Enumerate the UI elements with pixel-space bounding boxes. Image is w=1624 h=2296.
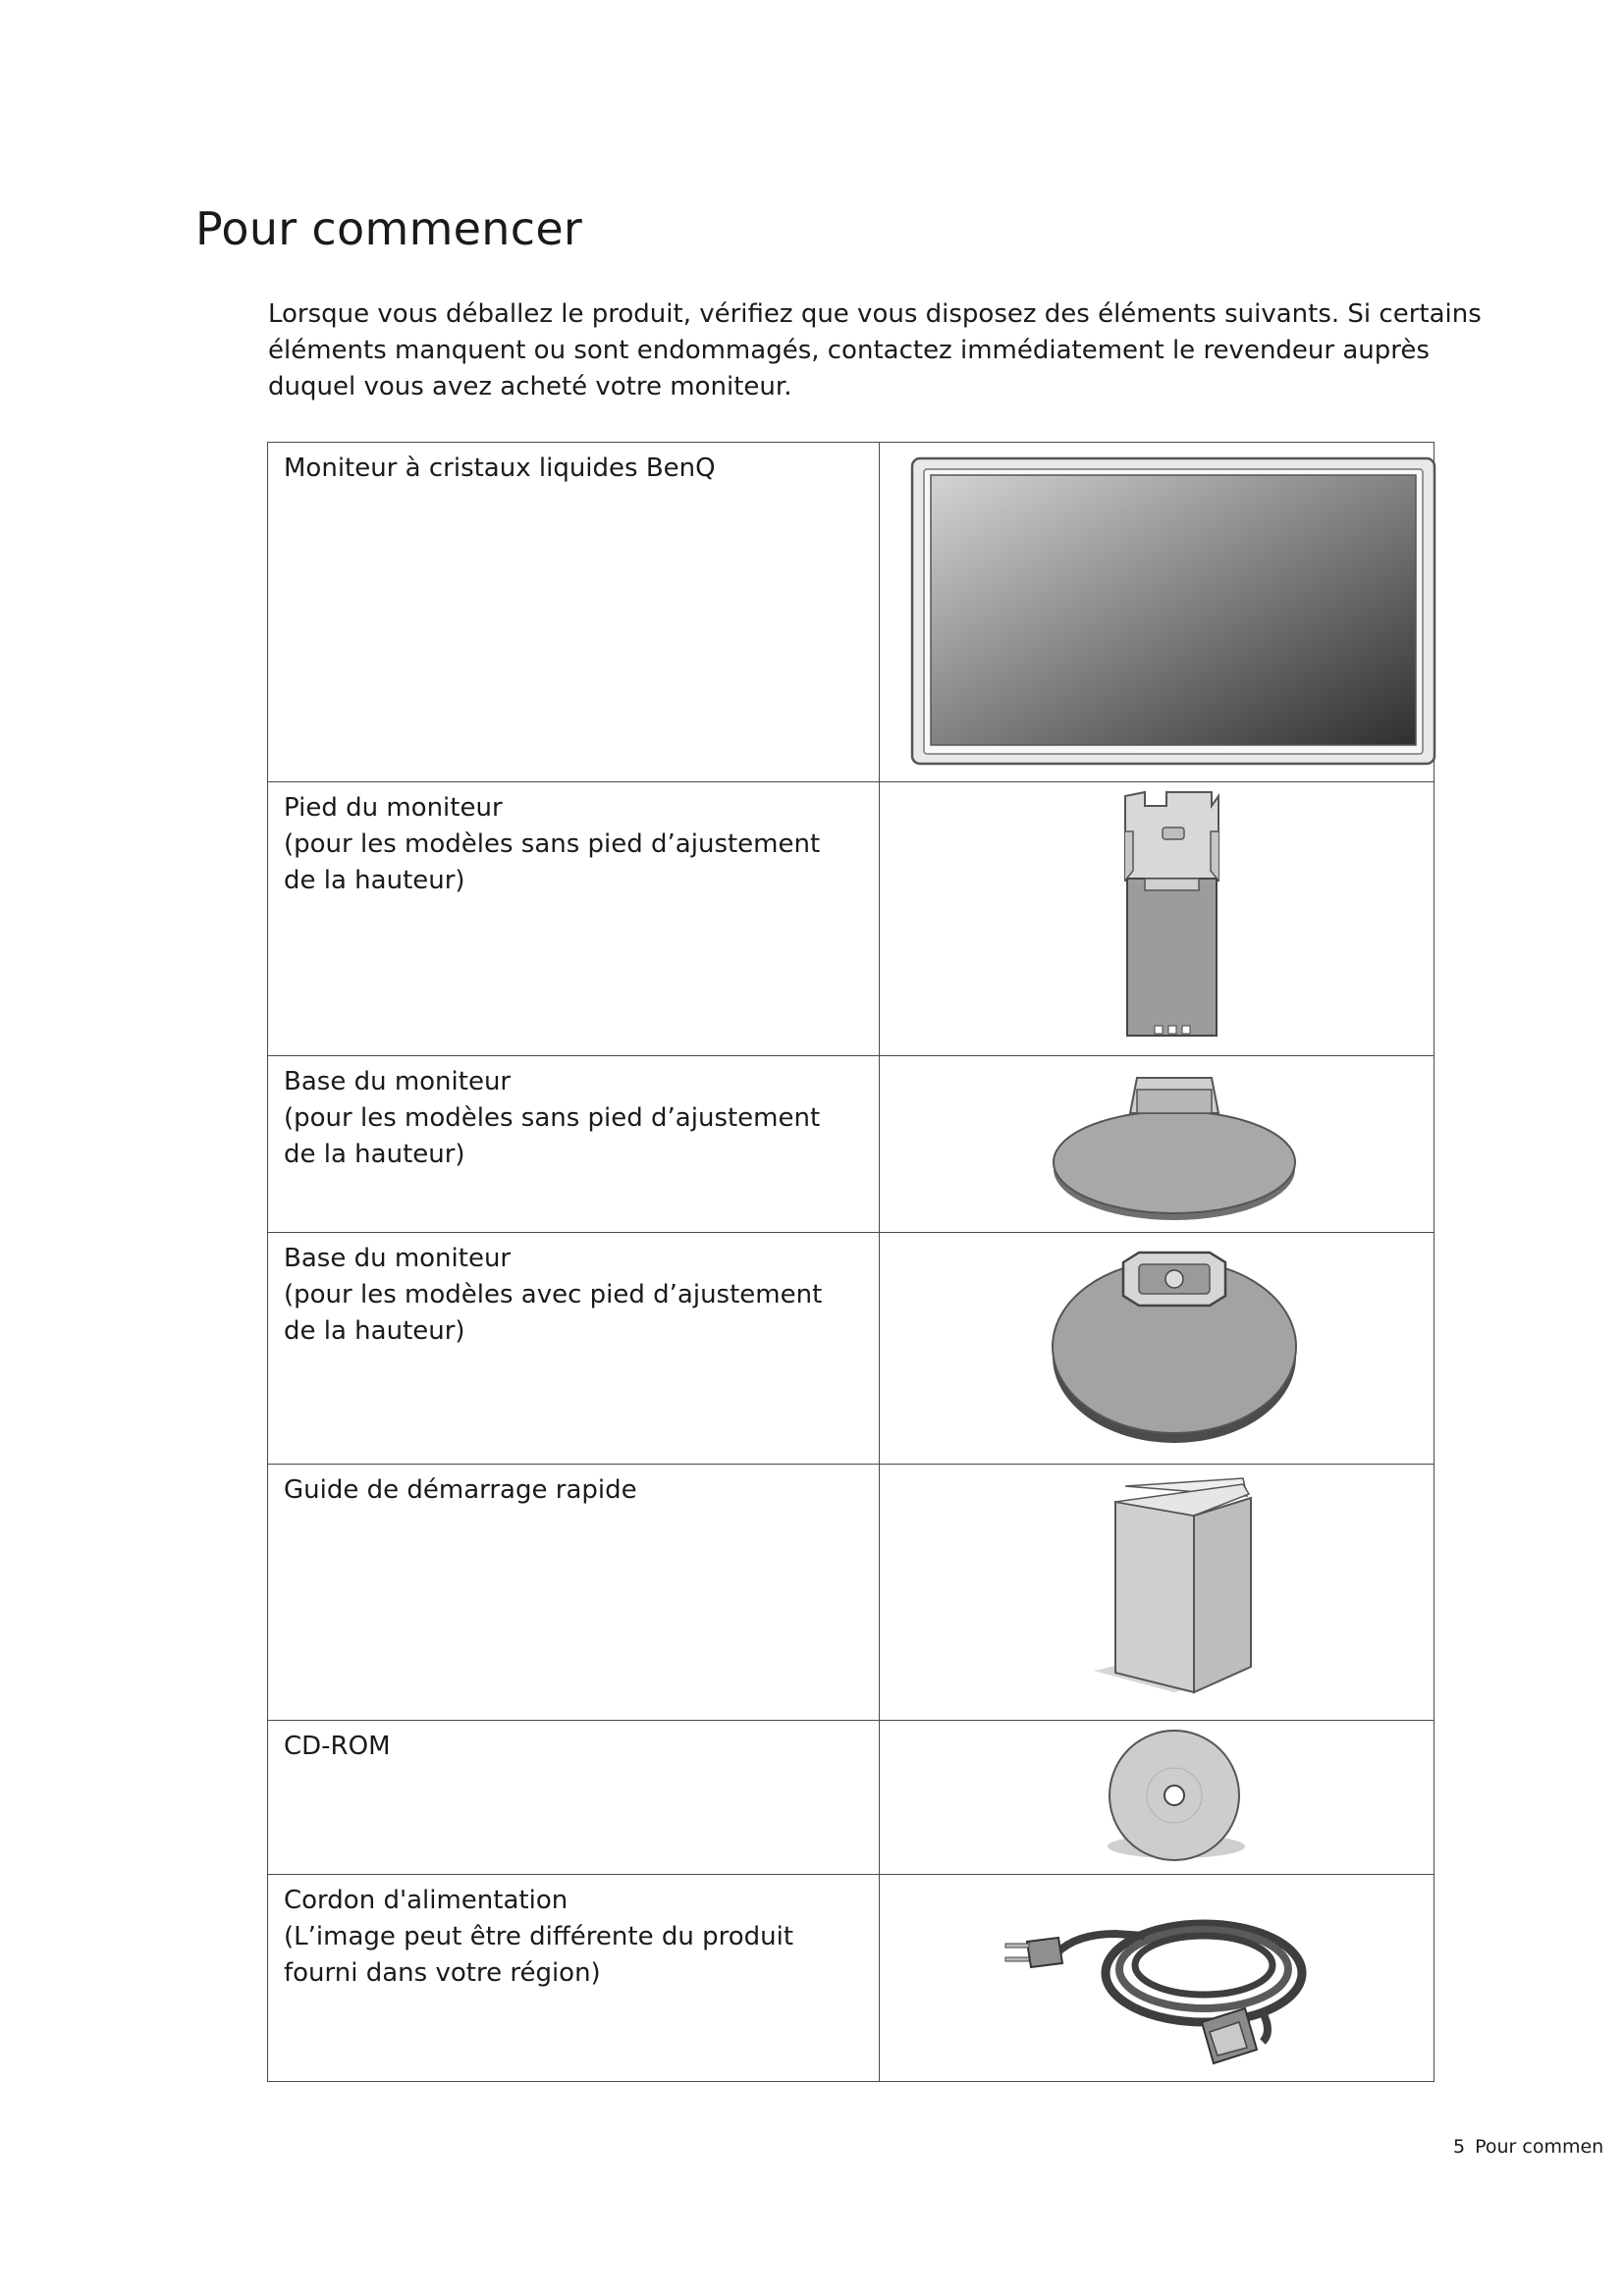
table-row: [268, 443, 1435, 782]
item-label-line: Moniteur à cristaux liquides BenQ: [284, 454, 716, 483]
monitor-base-height-adjust-image: [880, 1233, 1467, 1465]
page-number: 5: [1453, 2136, 1466, 2158]
lcd-monitor-illustration: [880, 443, 1435, 782]
quick-start-guide-image: [880, 1465, 1467, 1721]
item-label: [268, 782, 880, 1056]
item-label: [268, 1056, 880, 1233]
item-label-line: Cordon d'alimentation: [284, 1886, 568, 1915]
table-row: [268, 782, 1435, 1056]
item-label: [268, 1233, 880, 1465]
cd-rom-illustration: [880, 1721, 1435, 1875]
intro-paragraph: [268, 296, 1482, 405]
table-row: [268, 1233, 1435, 1465]
item-label-line: (pour les modèles avec pied d’ajustement: [284, 1280, 823, 1309]
item-label-line: (pour les modèles sans pied d’ajustement: [284, 829, 821, 859]
item-label-line: Base du moniteur: [284, 1067, 512, 1096]
monitor-base-flat-illustration: [880, 1056, 1435, 1233]
monitor-stand-image: [880, 782, 1467, 1056]
page-title: Pour commencer: [195, 202, 583, 255]
table-row: [268, 1721, 1435, 1875]
item-label-line: Pied du moniteur: [284, 793, 503, 823]
item-label-line: (pour les modèles sans pied d’ajustement: [284, 1103, 821, 1133]
package-contents-table: [267, 442, 1435, 2082]
footer-section-title: Pour commen: [1475, 2136, 1604, 2158]
monitor-base-flat-image: [880, 1056, 1467, 1233]
lcd-monitor-image: [880, 443, 1467, 782]
table-row: [268, 1465, 1435, 1721]
item-label: [268, 1465, 880, 1721]
item-label-line: de la hauteur): [284, 1140, 465, 1169]
quick-start-guide-illustration: [880, 1465, 1435, 1721]
item-label: [268, 1875, 880, 2082]
intro-line: éléments manquent ou sont endommagés, contactez immédiatement le revendeur auprès: [268, 336, 1430, 365]
power-cord-illustration: [880, 1875, 1435, 2082]
cd-rom-image: [880, 1721, 1467, 1875]
item-label-line: (L’image peut être différente du produit: [284, 1922, 794, 1951]
table-row: [268, 1056, 1435, 1233]
item-label-line: de la hauteur): [284, 866, 465, 895]
intro-line: Lorsque vous déballez le produit, vérifiez que vous disposez des éléments suivants. Si certains: [268, 299, 1482, 329]
power-cord-image: [880, 1875, 1467, 2082]
item-label: [268, 443, 880, 782]
item-label-line: fourni dans votre région): [284, 1958, 601, 1988]
item-label: [268, 1721, 880, 1875]
monitor-stand-illustration: [880, 782, 1435, 1056]
item-label-line: Base du moniteur: [284, 1244, 512, 1273]
item-label-line: CD-ROM: [284, 1732, 391, 1761]
item-label-line: Guide de démarrage rapide: [284, 1475, 637, 1505]
intro-line: duquel vous avez acheté votre moniteur.: [268, 372, 792, 401]
item-label-line: de la hauteur): [284, 1316, 465, 1346]
table-row: [268, 1875, 1435, 2082]
page-footer: [1453, 2136, 1613, 2158]
monitor-base-height-adjust-illustration: [880, 1233, 1435, 1465]
